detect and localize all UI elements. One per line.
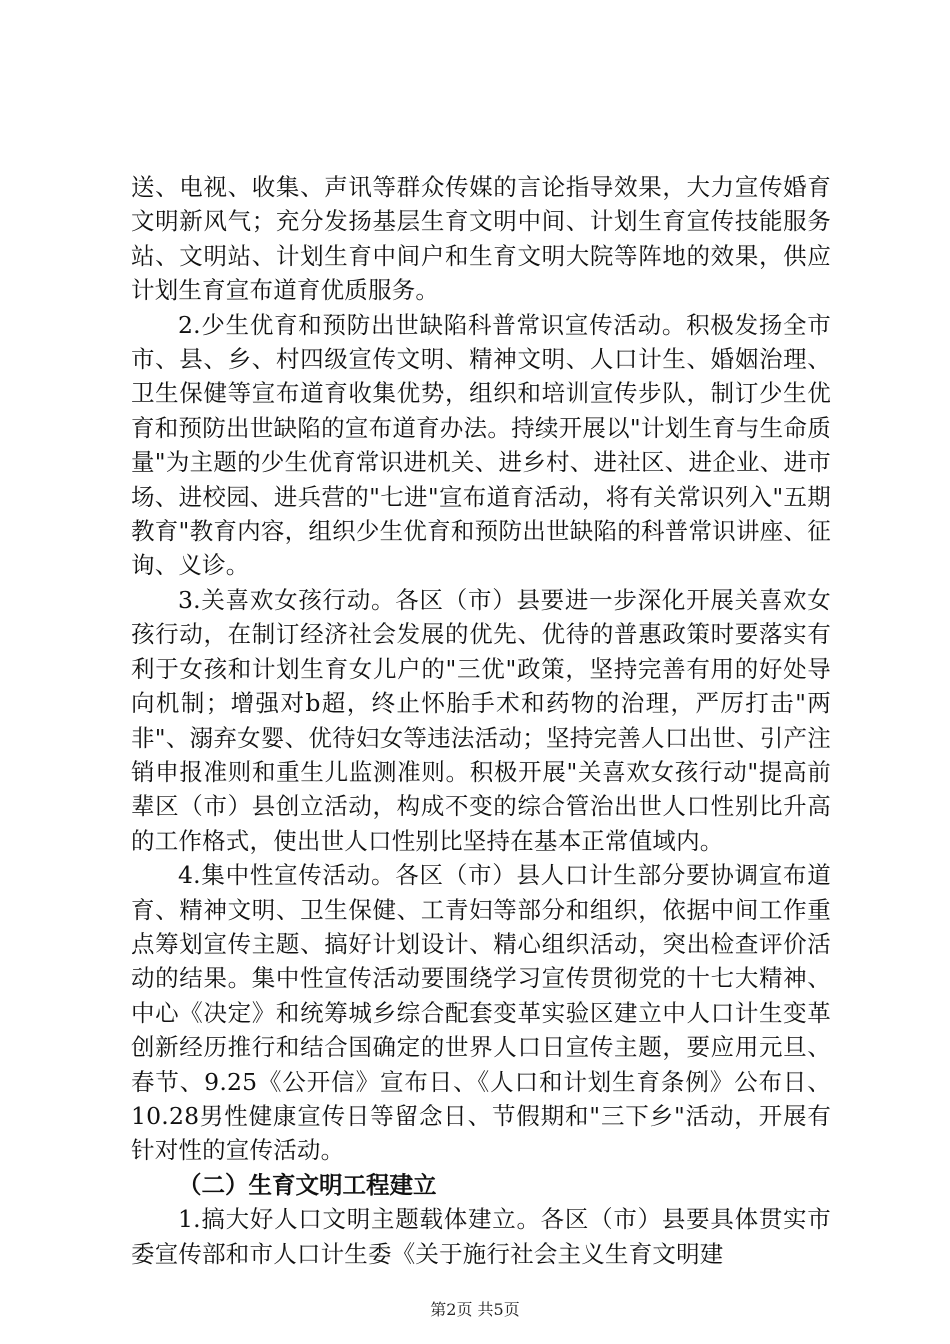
paragraph-item-1-section-2: 1.搞大好人口文明主题载体建立。各区（市）县要具体贯实市委宣传部和市人口计生委《关于施行社会主义生育文明建 [131,1205,831,1268]
paragraph-item-3: 3.关喜欢女孩行动。各区（市）县要进一步深化开展关喜欢女孩行动，在制订经济社会发展的优先、优待的普惠政策时要落实有利于女孩和计划生育女儿户的"三优"政策，坚持完善有用的好处导向机制；增强对b超，终止怀胎手术和药物的治理，严厉打击"两非"、溺弃女婴、优待妇女等违法活动；坚持完善人口出世、引产注销申报准则和重生儿监测准则。积极开展"关喜欢女孩行动"提高前辈区（市）县创立活动，构成不变的综合管治出世人口性别比升高的工作格式，使出世人口性别比坚持在基本正常值域内。 [131,585,831,855]
document-body [131,170,831,1271]
section-heading: （二）生育文明工程建立 [178,1170,437,1199]
paragraph-item-2: 2.少生优育和预防出世缺陷科普常识宣传活动。积极发扬全市市、县、乡、村四级宣传文明、精神文明、人口计生、婚姻治理、卫生保健等宣布道育收集优势，组织和培训宣传步队，制订少生优育和预防出世缺陷的宣布道育办法。持续开展以"计划生育与生命质量"为主题的少生优育常识进机关、进乡村、进社区、进企业、进市场、进校园、进兵营的"七进"宣布道育活动，将有关常识列入"五期教育"教育内容，组织少生优育和预防出世缺陷的科普常识讲座、征询、义诊。 [131,310,831,580]
page-number-footer: 第2页 共5页 [430,1300,520,1319]
paragraph-continuation: 送、电视、收集、声讯等群众传媒的言论指导效果，大力宣传婚育文明新风气；充分发扬基层生育文明中间、计划生育宣传技能服务站、文明站、计划生育中间户和生育文明大院等阵地的效果，供应计划生育宣布道育优质服务。 [131,173,831,305]
paragraph-item-4: 4.集中性宣传活动。各区（市）县人口计生部分要协调宣布道育、精神文明、卫生保健、工青妇等部分和组织，依据中间工作重点筹划宣传主题、搞好计划设计、精心组织活动，突出检查评价活动的结果。集中性宣传活动要围绕学习宣传贯彻党的十七大精神、中心《决定》和统筹城乡综合配套变革实验区建立中人口计生变革创新经历推行和结合国确定的世界人口日宣传主题，要应用元旦、春节、9.25《公开信》宣布日、《人口和计划生育条例》公布日、10.28男性健康宣传日等留念日、节假期和"三下乡"活动，开展有针对性的宣传活动。 [131,861,831,1165]
